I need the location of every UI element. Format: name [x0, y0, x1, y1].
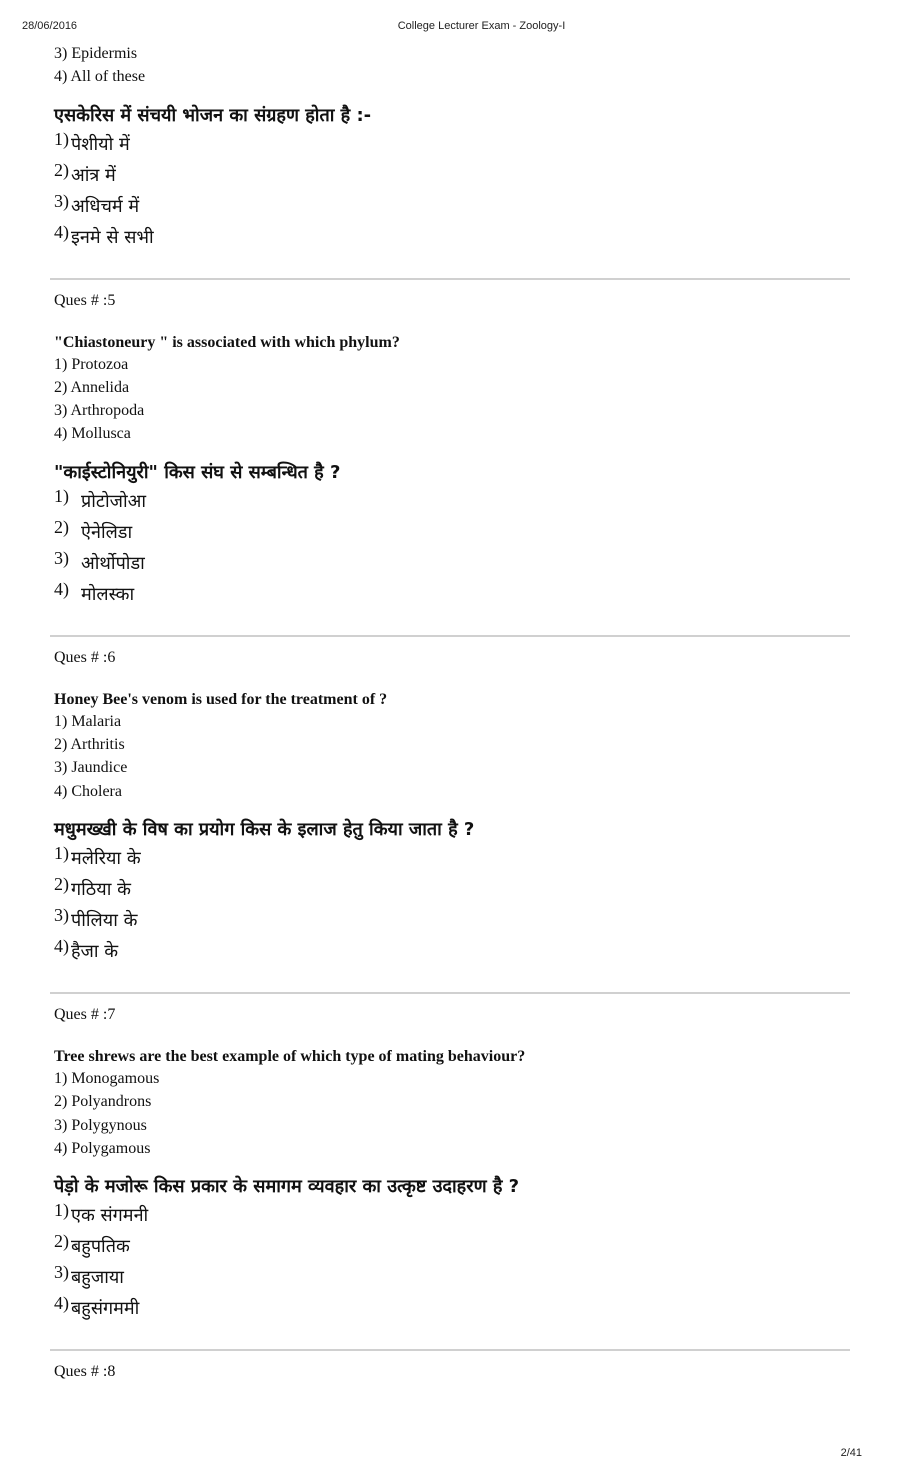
- question-text: Tree shrews are the best example of which type of mating behaviour?: [54, 1047, 526, 1065]
- option: 3) Arthropoda: [54, 402, 145, 420]
- option-hindi: 3) ओर्थोपोडा: [54, 547, 145, 574]
- option: 2) Arthritis: [54, 736, 125, 754]
- option: 2) Polyandrons: [54, 1093, 152, 1111]
- question-text: "Chiastoneury " is associated with which phylum?: [54, 333, 400, 351]
- question-hindi: मधुमख्खी के विष का प्रयोग किस के इलाज हेतु किया जाता है ?: [54, 818, 475, 840]
- option-hindi: 4) बहुसंगममी: [54, 1293, 140, 1320]
- question-number: Ques # :7: [54, 1005, 116, 1023]
- option: 3) Epidermis: [54, 45, 138, 62]
- option: 4) Cholera: [54, 782, 122, 800]
- option-hindi: 4) हैजा के: [54, 935, 119, 962]
- question-number: Ques # :8: [54, 1363, 116, 1381]
- option: 1) Monogamous: [54, 1069, 160, 1087]
- question-number: Ques # :6: [54, 648, 116, 666]
- option: 3) Jaundice: [54, 759, 128, 777]
- option: 3) Polygynous: [54, 1116, 147, 1134]
- option-hindi: 1) मलेरिया के: [54, 842, 141, 869]
- option-hindi: 1) एक संगमनी: [54, 1200, 149, 1227]
- option-hindi: 3) पीलिया के: [54, 904, 138, 931]
- option: 4) All of these: [54, 68, 146, 86]
- print-date: 28/06/2016: [22, 20, 78, 32]
- option: 2) Annelida: [54, 378, 130, 396]
- option-hindi: 2) ऐनेलिडा: [54, 516, 133, 543]
- option-hindi: 3) अधिचर्म में: [54, 190, 140, 217]
- option: 4) Polygamous: [54, 1139, 151, 1157]
- option-hindi: 2) गठिया के: [54, 873, 131, 900]
- question-hindi: पेड़ो के मजोरू किस प्रकार के समागम व्यवहार का उत्कृष्ट उदाहरण है ?: [54, 1176, 520, 1198]
- question-hindi: एसकेरिस में संचयी भोजन का संग्रहण होता है :-: [54, 104, 372, 126]
- option-hindi: 2) बहुपतिक: [54, 1231, 130, 1258]
- option: 4) Mollusca: [54, 425, 131, 443]
- question-number: Ques # :5: [54, 291, 116, 309]
- option: 1) Protozoa: [54, 355, 129, 373]
- exam-content: [54, 42, 854, 1382]
- page-number: 2/41: [840, 1447, 862, 1459]
- option-hindi: 2) आंत्र में: [54, 159, 116, 186]
- option-hindi: 1) पेशीयो में: [54, 128, 130, 155]
- question-hindi: "काईस्टोनियुरी" किस संघ से सम्बन्धित है ?: [54, 461, 341, 483]
- document-title: College Lecturer Exam - Zoology-I: [397, 20, 566, 32]
- option-hindi: 3) बहुजाया: [54, 1262, 124, 1289]
- option-hindi: 4) इनमे से सभी: [54, 221, 154, 248]
- option-hindi: 1) प्रोटोजोआ: [54, 485, 147, 512]
- page-header: [0, 20, 900, 36]
- option-hindi: 4) मोलस्का: [54, 578, 135, 605]
- option: 1) Malaria: [54, 712, 122, 730]
- question-text: Honey Bee's venom is used for the treatment of ?: [54, 690, 388, 708]
